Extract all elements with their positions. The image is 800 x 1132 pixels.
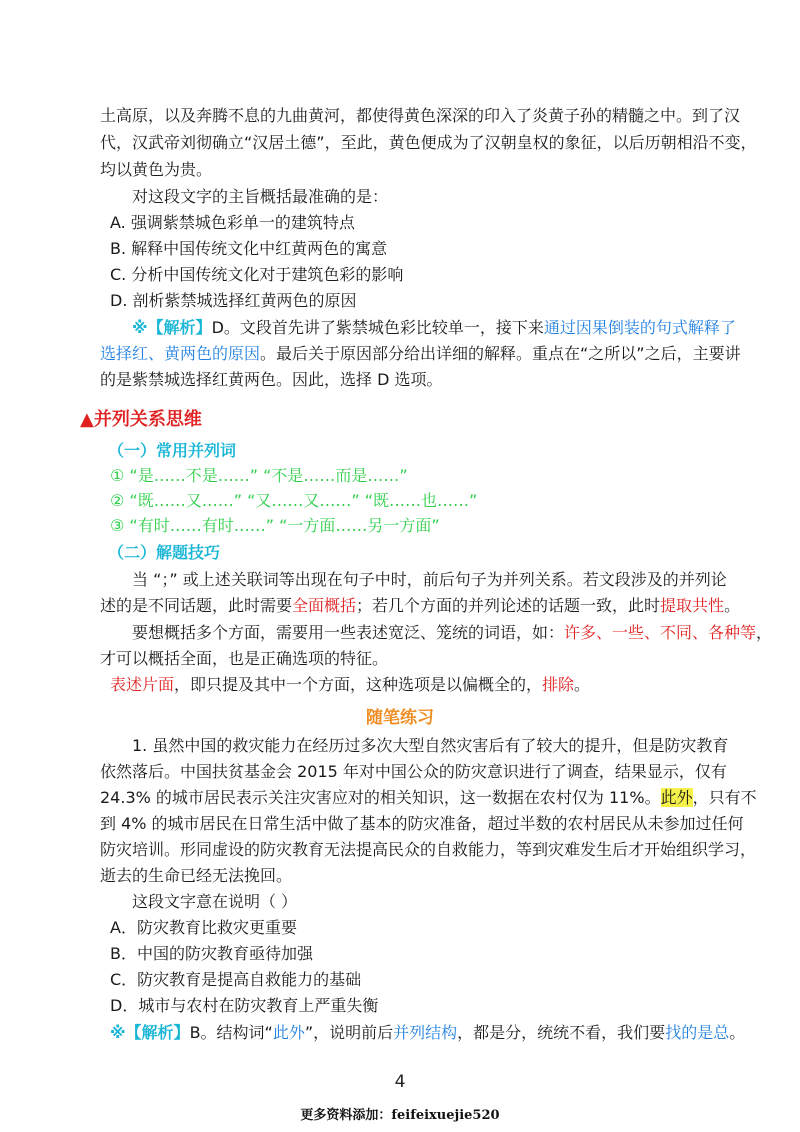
section-title: ▲并列关系思维 bbox=[80, 409, 202, 430]
practice-text: 24.3% 的城市居民表示关注灾害应对的相关知识，这一数据在农村仅为 11%。 bbox=[100, 788, 661, 807]
analysis-mark: ※【解析】 bbox=[110, 1023, 190, 1042]
practice-text: ，只有不 bbox=[692, 788, 757, 807]
conjunction-list-3: ③ “有时……有时……” “一方面……另一方面” bbox=[110, 516, 440, 535]
analysis-highlight: 找的是总 bbox=[665, 1023, 730, 1042]
option-b: B. 解释中国传统文化中红黄两色的寓意 bbox=[110, 239, 388, 258]
tip-text: 要想概括多个方面，需要用一些表述宽泛、笼统的词语，如： bbox=[132, 623, 565, 642]
analysis-highlight: 通过因果倒装的句式解释了 bbox=[543, 318, 736, 337]
subsection-title-2: （二）解题技巧 bbox=[108, 543, 221, 562]
subsection-title-1: （一）常用并列词 bbox=[108, 441, 237, 460]
question-stem: 对这段文字的主旨概括最准确的是： bbox=[132, 187, 389, 206]
tip-keyword: 提取共性 bbox=[660, 596, 725, 615]
conjunction-list-1: ① “是……不是……” “不是……而是……” bbox=[110, 466, 408, 485]
intro-line-3: 均以黄色为贵。 bbox=[100, 160, 213, 179]
practice-option-b: B．中国的防灾教育亟待加强 bbox=[110, 944, 313, 963]
analysis-text: ”，说明前后 bbox=[304, 1023, 394, 1042]
practice-stem: 这段文字意在说明（ ） bbox=[132, 892, 298, 911]
option-c: C. 分析中国传统文化对于建筑色彩的影响 bbox=[110, 265, 404, 284]
page-number: 4 bbox=[394, 1072, 406, 1092]
analysis-text: ，都是分，统统不看，我们要 bbox=[457, 1023, 666, 1042]
analysis-line-2 bbox=[100, 341, 741, 367]
analysis-line-3: 的是紫禁城选择红黄两色。因此，选择 D 选项。 bbox=[100, 370, 443, 389]
analysis-text: D。文段首先讲了紫禁城色彩比较单一，接下来 bbox=[211, 318, 544, 337]
practice-option-d: D．城市与农村在防灾教育上严重失衡 bbox=[110, 996, 379, 1015]
analysis-text: 。 bbox=[729, 1023, 746, 1042]
practice-analysis bbox=[110, 1020, 746, 1046]
practice-line-4: 到 4% 的城市居民在日常生活中做了基本的防灾准备，超过半数的农村居民从未参加过任何 bbox=[100, 814, 744, 833]
tip-keyword: 表述片面 bbox=[110, 675, 175, 694]
tip-keyword: 许多、一些、不同、各种等 bbox=[564, 623, 757, 642]
analysis-text: B。结构词“ bbox=[189, 1023, 273, 1042]
analysis-highlight: 并列结构 bbox=[393, 1023, 458, 1042]
practice-option-a: A．防灾教育比救灾更重要 bbox=[110, 918, 297, 937]
practice-line-2: 依然落后。中国扶贫基金会 2015 年对中国公众的防灾意识进行了调查，结果显示，仅有 bbox=[100, 762, 727, 781]
tip-keyword: 排除 bbox=[542, 675, 575, 694]
option-d: D. 剖析紫禁城选择红黄两色的原因 bbox=[110, 291, 357, 310]
tip-text: ， bbox=[756, 623, 773, 642]
tip-text: 。 bbox=[724, 596, 741, 615]
analysis-highlight: 此外 bbox=[272, 1023, 305, 1042]
tip-paragraph-2a bbox=[132, 620, 773, 646]
practice-title: 随笔练习 bbox=[366, 708, 434, 728]
intro-line-1: 土高原，以及奔腾不息的九曲黄河，都使得黄色深深的印入了炎黄子孙的精髓之中。到了汉 bbox=[100, 106, 741, 125]
tip-paragraph-3 bbox=[110, 672, 720, 698]
tip-paragraph-1a: 当 “；” 或上述关联词等出现在句子中时，前后句子为并列关系。若文段涉及的并列论 bbox=[132, 570, 727, 589]
option-a: A. 强调紫禁城色彩单一的建筑特点 bbox=[110, 213, 355, 232]
practice-line-5: 防灾培训。形同虚设的防灾教育无法提高民众的自救能力，等到灾难发生后才开始组织学习， bbox=[100, 840, 757, 859]
analysis-text: 。最后关于原因部分给出详细的解释。重点在“之所以”之后，主要讲 bbox=[260, 344, 741, 363]
tip-text: ；若几个方面的并列论述的话题一致，此时 bbox=[356, 596, 661, 615]
tip-text: 。 bbox=[574, 675, 591, 694]
footer-text: 更多资料添加：feifeixuejie520 bbox=[300, 1108, 500, 1123]
tip-paragraph-1b bbox=[100, 593, 741, 619]
conjunction-list-2: ② “既……又……” “又……又……” “既……也……” bbox=[110, 491, 478, 510]
tip-text: 述的是不同话题，此时需要 bbox=[100, 596, 293, 615]
practice-highlight: 此外 bbox=[660, 788, 693, 807]
analysis-line-1 bbox=[132, 315, 736, 341]
practice-line-1: 1. 虽然中国的救灾能力在经历过多次大型自然灾害后有了较大的提升，但是防灾教育 bbox=[132, 736, 729, 755]
tip-keyword: 全面概括 bbox=[292, 596, 357, 615]
practice-line-6: 逝去的生命已经无法挽回。 bbox=[100, 866, 293, 885]
analysis-mark: ※【解析】 bbox=[132, 318, 212, 337]
analysis-highlight: 选择红、黄两色的原因 bbox=[100, 344, 261, 363]
tip-text: ，即只提及其中一个方面，这种选项是以偏概全的， bbox=[174, 675, 543, 694]
practice-line-3 bbox=[100, 785, 757, 811]
tip-paragraph-2b: 才可以概括全面，也是正确选项的特征。 bbox=[100, 649, 389, 668]
practice-option-c: C．防灾教育是提高自救能力的基础 bbox=[110, 970, 362, 989]
intro-line-2: 代，汉武帝刘彻确立“汉居土德”，至此，黄色便成为了汉朝皇权的象征，以后历朝相沿不变， bbox=[100, 133, 757, 152]
